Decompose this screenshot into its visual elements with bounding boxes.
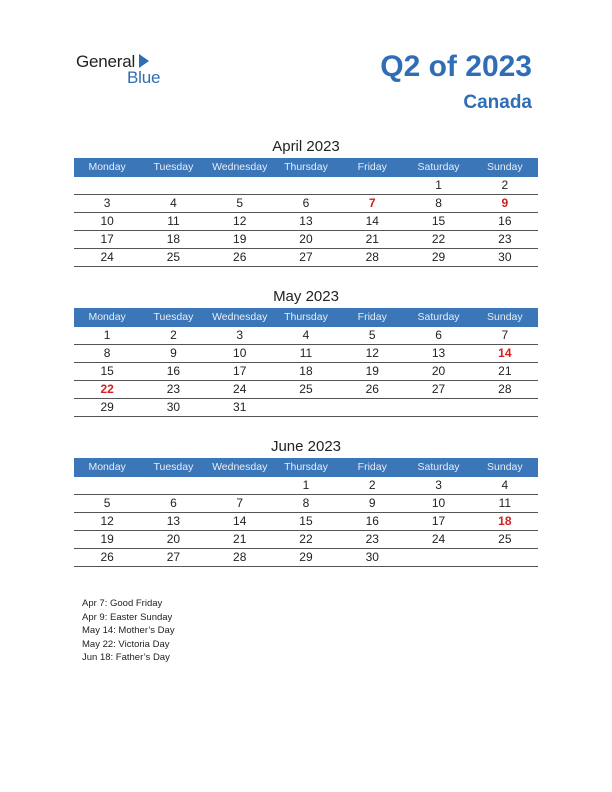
brand-general-text: General xyxy=(76,52,136,71)
day-cell xyxy=(472,549,538,566)
day-cell: 16 xyxy=(498,214,512,228)
day-cell: 19 xyxy=(233,232,247,246)
weekday-label: Monday xyxy=(88,161,126,173)
day-cell: 23 xyxy=(498,232,512,246)
month-weeks xyxy=(74,477,538,567)
day-cell xyxy=(140,177,206,194)
day-cell: 14 xyxy=(365,214,379,228)
weekday-label: Tuesday xyxy=(153,161,194,173)
day-cell: 5 xyxy=(236,196,244,210)
day-cell: 9 xyxy=(170,346,177,360)
day-cell: 12 xyxy=(100,514,114,528)
month-may xyxy=(74,286,538,417)
day-cell: 4 xyxy=(170,196,177,210)
weekday-label: Saturday xyxy=(417,461,460,473)
day-cell: 10 xyxy=(431,496,446,510)
day-cell: 12 xyxy=(233,214,247,228)
weekday-label: Thursday xyxy=(284,161,328,173)
day-cell xyxy=(140,477,206,494)
day-cell: 27 xyxy=(299,250,313,264)
week-row xyxy=(74,177,538,195)
week-row xyxy=(74,363,538,381)
day-cell: 16 xyxy=(166,364,181,378)
holiday-note: Apr 9: Easter Sunday xyxy=(82,611,173,623)
page-title: Q2 of 2023 xyxy=(380,50,532,83)
day-cell: 9 xyxy=(501,196,509,210)
day-cell: 29 xyxy=(431,250,446,264)
day-cell: 19 xyxy=(365,364,379,378)
weekday-label: Saturday xyxy=(417,311,460,323)
day-cell: 28 xyxy=(498,382,512,396)
day-cell: 13 xyxy=(166,514,181,528)
day-cell: 9 xyxy=(368,496,376,510)
day-cell: 11 xyxy=(299,346,313,360)
day-cell: 17 xyxy=(431,514,446,528)
day-cell: 25 xyxy=(498,532,512,546)
day-cell: 16 xyxy=(365,514,379,528)
day-cell: 30 xyxy=(365,550,379,564)
day-cell: 22 xyxy=(431,232,446,246)
day-cell: 10 xyxy=(100,214,114,228)
day-cell xyxy=(405,399,471,416)
day-cell: 27 xyxy=(431,382,446,396)
holiday-notes xyxy=(82,597,175,665)
month-june xyxy=(74,436,538,567)
day-cell: 3 xyxy=(236,328,244,342)
day-cell: 14 xyxy=(233,514,247,528)
day-cell: 7 xyxy=(236,496,244,510)
week-row xyxy=(74,477,538,495)
day-cell: 6 xyxy=(302,196,310,210)
day-cell: 26 xyxy=(365,382,379,396)
day-cell: 6 xyxy=(435,328,442,342)
weekday-label: Friday xyxy=(357,461,387,473)
day-cell: 25 xyxy=(166,250,181,264)
month-weeks xyxy=(74,177,538,267)
day-cell: 3 xyxy=(435,478,442,492)
weekday-label: Thursday xyxy=(284,461,328,473)
weekday-label: Wednesday xyxy=(212,311,268,323)
brand-blue-text: Blue xyxy=(127,68,161,87)
day-cell xyxy=(339,177,405,194)
week-row xyxy=(74,381,538,399)
month-title: June 2023 xyxy=(270,438,342,455)
day-cell xyxy=(472,399,538,416)
weekday-label: Sunday xyxy=(487,461,523,473)
month-title: April 2023 xyxy=(272,138,340,155)
day-cell: 6 xyxy=(170,496,177,510)
weekday-label: Monday xyxy=(88,311,126,323)
day-cell: 18 xyxy=(299,364,313,378)
day-cell: 8 xyxy=(435,196,442,210)
weekday-label: Wednesday xyxy=(212,461,268,473)
day-cell: 11 xyxy=(167,214,180,228)
day-cell: 14 xyxy=(498,346,512,360)
day-cell: 28 xyxy=(233,550,247,564)
day-cell: 15 xyxy=(431,214,446,228)
brand-triangle-icon xyxy=(139,54,149,68)
day-cell: 24 xyxy=(100,250,114,264)
day-cell: 12 xyxy=(365,346,379,360)
day-cell: 1 xyxy=(435,178,442,192)
day-cell: 30 xyxy=(166,400,181,414)
day-cell: 8 xyxy=(302,496,310,510)
day-cell: 28 xyxy=(365,250,379,264)
day-cell: 20 xyxy=(166,532,181,546)
weekday-label: Wednesday xyxy=(212,161,268,173)
weekday-label: Tuesday xyxy=(153,311,194,323)
day-cell xyxy=(74,477,140,494)
day-cell: 17 xyxy=(100,232,114,246)
week-row xyxy=(74,399,538,417)
day-cell xyxy=(273,177,339,194)
day-cell: 24 xyxy=(233,382,247,396)
weekday-label: Tuesday xyxy=(153,461,194,473)
day-cell: 7 xyxy=(368,196,376,210)
country-name: Canada xyxy=(463,92,532,113)
day-cell: 29 xyxy=(100,400,114,414)
day-cell: 21 xyxy=(233,532,247,546)
day-cell: 18 xyxy=(166,232,181,246)
month-weeks xyxy=(74,327,538,417)
day-cell: 21 xyxy=(365,232,379,246)
day-cell: 19 xyxy=(100,532,114,546)
day-cell: 4 xyxy=(501,478,509,492)
weekday-label: Monday xyxy=(88,461,126,473)
day-cell: 8 xyxy=(103,346,111,360)
day-cell: 23 xyxy=(365,532,379,546)
weekday-label: Friday xyxy=(357,311,387,323)
month-april xyxy=(74,136,538,267)
day-cell: 7 xyxy=(501,328,509,342)
day-cell: 22 xyxy=(299,532,313,546)
brand-logo xyxy=(76,52,176,92)
week-row xyxy=(74,213,538,231)
holiday-note: May 22: Victoria Day xyxy=(82,638,170,650)
week-row xyxy=(74,345,538,363)
day-cell: 1 xyxy=(302,478,310,492)
day-cell: 2 xyxy=(501,178,509,192)
day-cell: 17 xyxy=(233,364,247,378)
weekday-header xyxy=(74,458,538,477)
day-cell: 24 xyxy=(431,532,446,546)
day-cell xyxy=(339,399,405,416)
day-cell: 25 xyxy=(299,382,313,396)
week-row xyxy=(74,231,538,249)
day-cell: 13 xyxy=(431,346,446,360)
day-cell xyxy=(273,399,339,416)
day-cell: 2 xyxy=(170,328,177,342)
weekday-label: Thursday xyxy=(284,311,328,323)
day-cell: 1 xyxy=(103,328,111,342)
week-row xyxy=(74,513,538,531)
day-cell: 2 xyxy=(368,478,376,492)
weekday-label: Friday xyxy=(357,161,387,173)
week-row xyxy=(74,549,538,567)
day-cell: 21 xyxy=(498,364,512,378)
week-row xyxy=(74,195,538,213)
day-cell: 5 xyxy=(368,328,376,342)
day-cell: 29 xyxy=(299,550,313,564)
day-cell xyxy=(207,177,273,194)
day-cell: 18 xyxy=(498,514,512,528)
day-cell: 4 xyxy=(302,328,310,342)
weekday-label: Sunday xyxy=(487,311,523,323)
day-cell: 20 xyxy=(299,232,313,246)
day-cell: 27 xyxy=(166,550,181,564)
week-row xyxy=(74,531,538,549)
day-cell: 26 xyxy=(233,250,247,264)
week-row xyxy=(74,249,538,267)
week-row xyxy=(74,327,538,345)
day-cell xyxy=(74,177,140,194)
day-cell: 23 xyxy=(166,382,181,396)
day-cell: 10 xyxy=(233,346,247,360)
holiday-note: May 14: Mother’s Day xyxy=(82,625,175,636)
day-cell: 20 xyxy=(431,364,446,378)
day-cell: 11 xyxy=(498,496,512,510)
weekday-header xyxy=(74,308,538,327)
day-cell xyxy=(405,549,471,566)
day-cell: 31 xyxy=(233,400,247,414)
weekday-label: Sunday xyxy=(487,161,523,173)
day-cell: 15 xyxy=(299,514,313,528)
day-cell xyxy=(207,477,273,494)
week-row xyxy=(74,495,538,513)
weekday-label: Saturday xyxy=(417,161,460,173)
day-cell: 15 xyxy=(100,364,114,378)
day-cell: 26 xyxy=(100,550,114,564)
day-cell: 22 xyxy=(100,382,114,396)
day-cell: 5 xyxy=(103,496,111,510)
day-cell: 3 xyxy=(103,196,111,210)
day-cell: 30 xyxy=(498,250,512,264)
holiday-note: Jun 18: Father’s Day xyxy=(82,652,170,663)
holiday-note: Apr 7: Good Friday xyxy=(82,598,163,609)
weekday-header xyxy=(74,158,538,177)
day-cell: 13 xyxy=(299,214,313,228)
month-title: May 2023 xyxy=(273,288,339,305)
